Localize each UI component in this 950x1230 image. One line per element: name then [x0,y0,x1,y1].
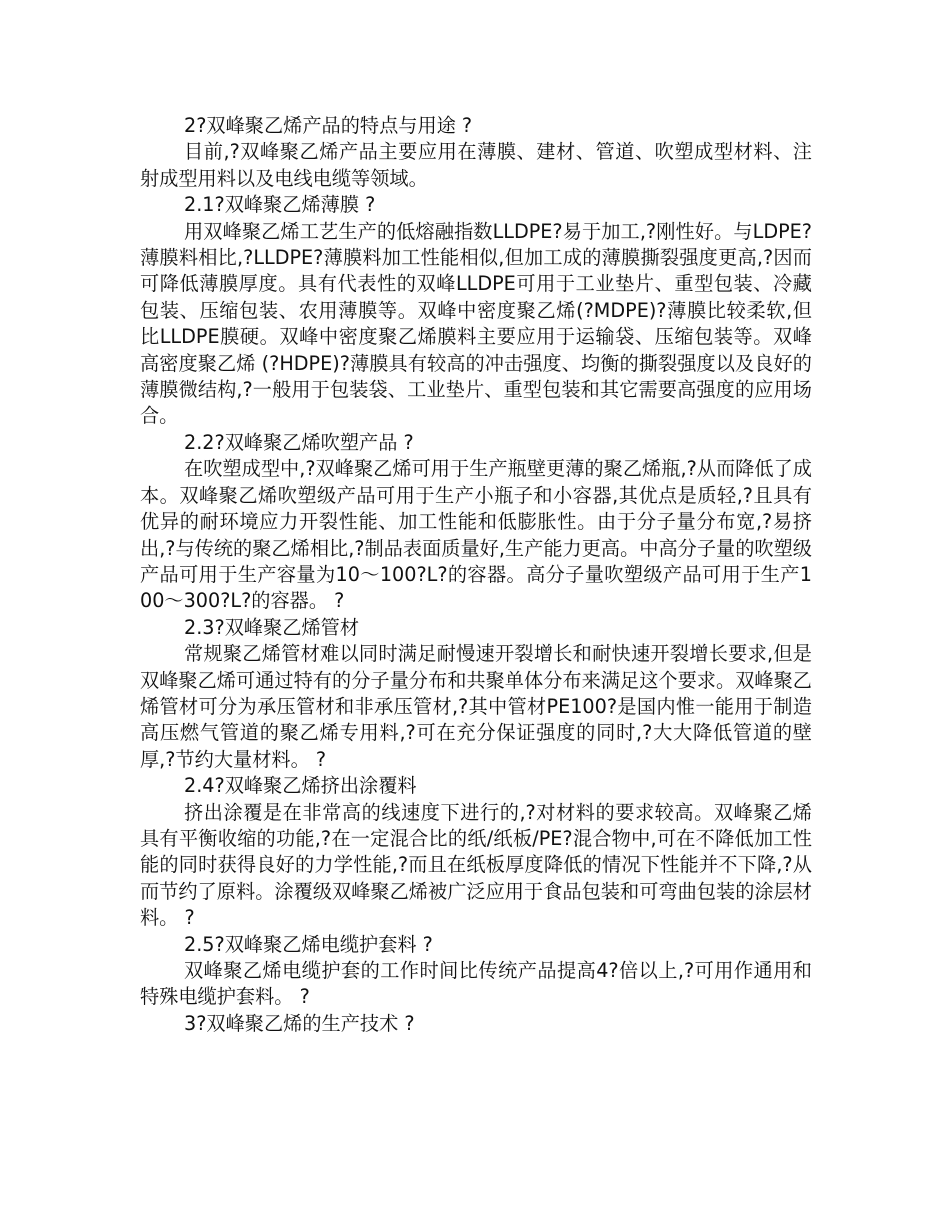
section-heading-2-1: 2.1?双峰聚乙烯薄膜 ? [184,193,376,217]
section-heading-2-5: 2.5?双峰聚乙烯电缆护套料 ? [184,932,433,956]
section-heading-3: 3?双峰聚乙烯的生产技术 ? [184,1011,415,1035]
section-heading-2-3: 2.3?双峰聚乙烯管材 [184,615,360,639]
section-heading-2-4: 2.4?双峰聚乙烯挤出涂覆料 [184,774,417,798]
document-page [140,113,812,1037]
paragraph-cable-jacket: 双峰聚乙烯电缆护套的工作时间比传统产品提高4?倍以上,?可用作通用和特殊电缆护套料。 ? [140,959,812,1009]
paragraph-extrusion-coating: 挤出涂覆是在非常高的线速度下进行的,?对材料的要求较高。双峰聚乙烯具有平衡收缩的功能,?在一定混合比的纸/纸板/PE?混合物中,可在不降低加工性能的同时获得良好的力学性能,?而且在纸板厚度降低的情况下性能并不下降,?从而节约了原料。涂覆级双峰聚乙烯被广泛应用于食品包装和可弯曲包装的涂层材料。 ? [140,800,812,930]
paragraph-film: 用双峰聚乙烯工艺生产的低熔融指数LLDPE?易于加工,?刚性好。与LDPE?薄膜料相比,?LLDPE?薄膜料加工性能相似,但加工成的薄膜撕裂强度更高,?因而可降低薄膜厚度。具有代表性的双峰LLDPE可用于工业垫片、重型包装、冷藏包装、压缩包装、农用薄膜等。双峰中密度聚乙烯(?MDPE)?薄膜比较柔软,但比LLDPE膜硬。双峰中密度聚乙烯膜料主要应用于运输袋、压缩包装等。双峰高密度聚乙烯 (?HDPE)?薄膜具有较高的冲击强度、均衡的撕裂强度以及良好的薄膜微结构,?一般用于包装袋、工业垫片、重型包装和其它需要高强度的应用场合。 [140,219,812,428]
paragraph-intro: 目前,?双峰聚乙烯产品主要应用在薄膜、建材、管道、吹塑成型材料、注射成型用料以及电线电缆等领域。 [140,140,812,190]
section-heading-2: 2?双峰聚乙烯产品的特点与用途 ? [184,114,473,137]
paragraph-blow-molding: 在吹塑成型中,?双峰聚乙烯可用于生产瓶壁更薄的聚乙烯瓶,?从而降低了成本。双峰聚乙烯吹塑级产品可用于生产小瓶子和小容器,其优点是质轻,?且具有优异的耐环境应力开裂性能、加工性能和低膨胀性。由于分子量分布宽,?易挤出,?与传统的聚乙烯相比,?制品表面质量好,生产能力更高。中高分子量的吹塑级产品可用于生产容量为10～100?L?的容器。高分子量吹塑级产品可用于生产100～300?L?的容器。 ? [140,457,812,613]
section-heading-2-2: 2.2?双峰聚乙烯吹塑产品 ? [184,430,414,454]
paragraph-pipe: 常规聚乙烯管材难以同时满足耐慢速开裂增长和耐快速开裂增长要求,但是双峰聚乙烯可通过特有的分子量分布和共聚单体分布来满足这个要求。双峰聚乙烯管材可分为承压管材和非承压管材,?其中管材PE100?是国内惟一能用于制造高压燃气管道的聚乙烯专用料,?可在充分保证强度的同时,?大大降低管道的壁厚,?节约大量材料。 ? [140,642,812,771]
